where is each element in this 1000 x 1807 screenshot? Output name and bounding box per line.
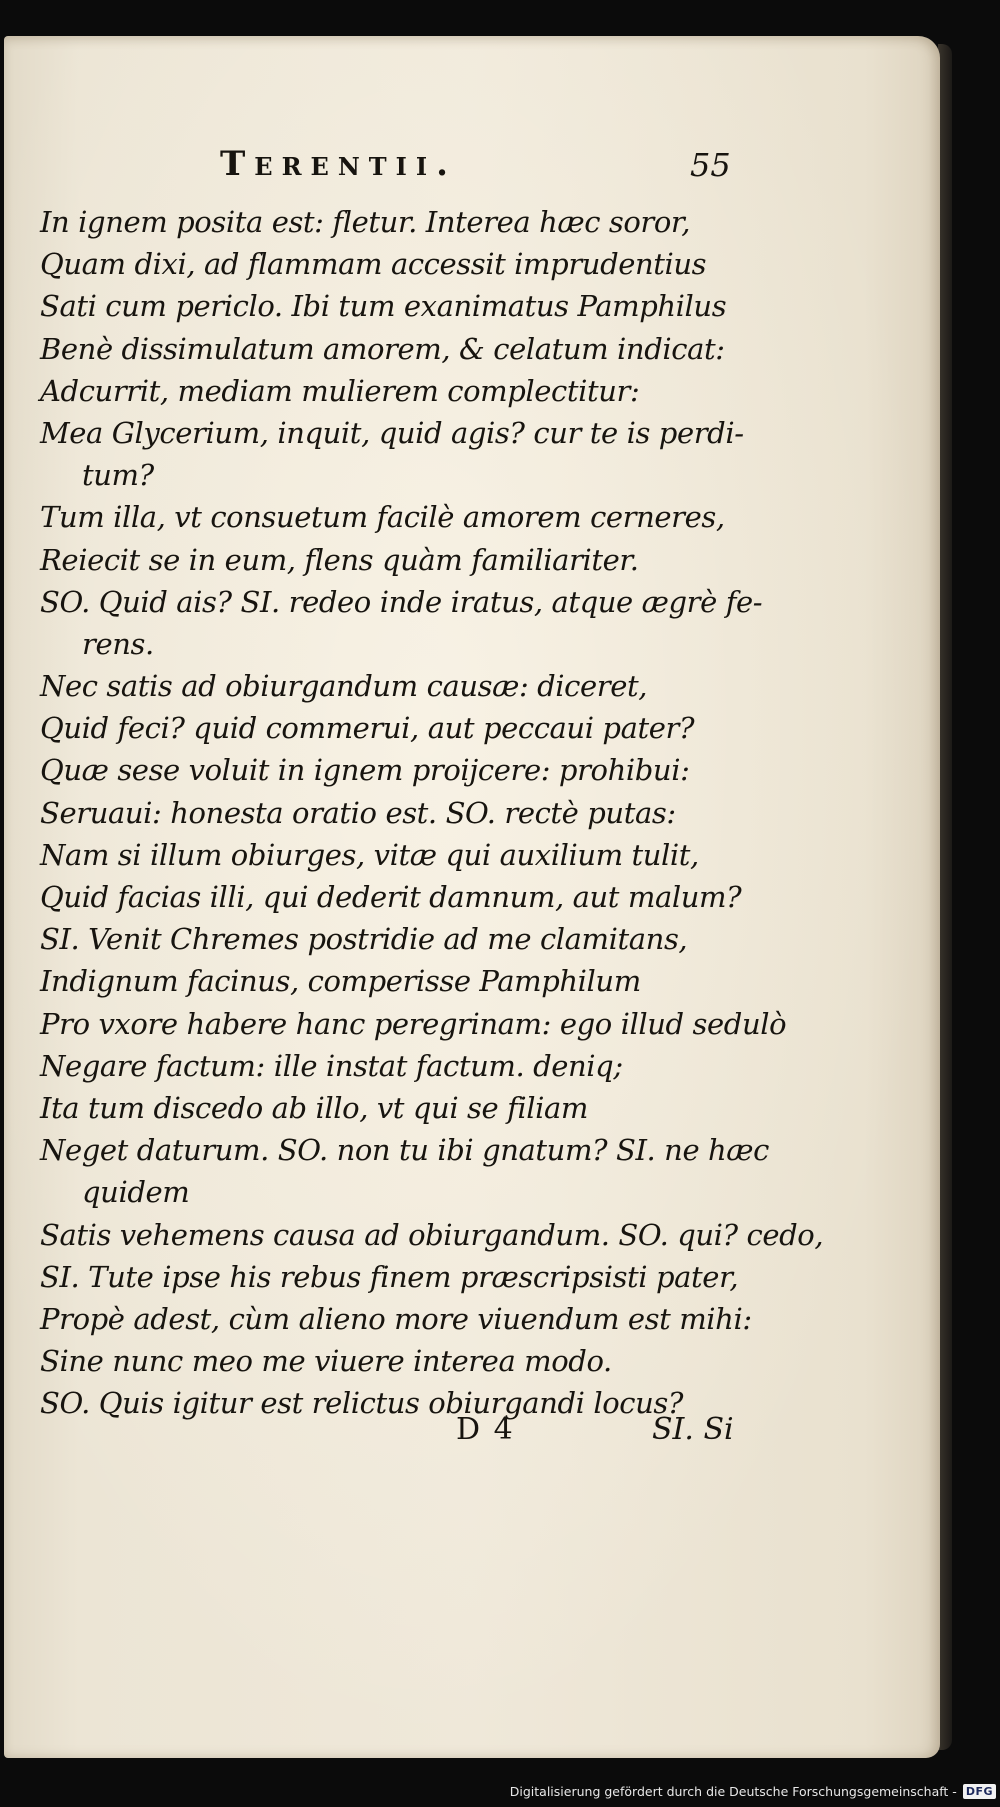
verse-line: In ignem posita est: fletur. Interea hæc soror, (40, 205, 691, 239)
verse-line-continuation: rens. (82, 626, 154, 661)
verse-line: Quæ sese voluit in ignem proijcere: prohibui: (40, 753, 690, 788)
verse-line-continuation: tum? (82, 458, 154, 493)
verse-line: Propè adest, cùm alieno more viuendum est mihi: (40, 1301, 752, 1336)
verse-line: SO. Quid ais? SI. redeo inde iratus, atque ægrè fe- (40, 584, 763, 619)
dfg-logo: DFG (963, 1784, 996, 1799)
signature-mark: D 4 (456, 1412, 515, 1447)
verse-line: Nam si illum obiurges, vitæ qui auxilium tulit, (40, 837, 699, 872)
page-number: 55 (690, 146, 731, 184)
verse-line: SI. Tute ipse his rebus finem præscripsisti pater, (40, 1259, 739, 1294)
verse-line: SO. Quis igitur est relictus obiurgandi locus? (40, 1386, 684, 1421)
verse-line: Reiecit se in eum, flens quàm familiariter. (40, 542, 639, 577)
catchword: SI. Si (652, 1412, 734, 1447)
verse-line: Mea Glycerium, inquit, quid agis? cur te is perdi- (40, 415, 744, 450)
verse-line: Satis vehemens causa ad obiurgandum. SO. qui? cedo, (40, 1217, 824, 1252)
verse-line: Sati cum periclo. Ibi tum exanimatus Pamphilus (40, 289, 727, 324)
verse-line: Adcurrit, mediam mulierem complectitur: (40, 373, 640, 408)
verse-line: Pro vxore habere hanc peregrinam: ego illud sedulò (40, 1006, 787, 1041)
digitization-credit (510, 1779, 996, 1803)
credit-text: Digitalisierung gefördert durch die Deutsche Forschungsgemeinschaft - (509, 1783, 957, 1799)
verse-text (40, 201, 824, 1424)
verse-line: Quid feci? quid commerui, aut peccaui pater? (40, 711, 695, 746)
verse-line: Nec satis ad obiurgandum causæ: diceret, (40, 669, 648, 704)
verse-line: Sine nunc meo me viuere interea modo. (40, 1344, 612, 1379)
verse-line: Seruaui: honesta oratio est. SO. rectè putas: (40, 795, 676, 830)
page-edge-shadow (938, 44, 952, 1750)
book-page (4, 36, 940, 1758)
verse-line: Neget daturum. SO. non tu ibi gnatum? SI. ne hæc (40, 1133, 770, 1168)
verse-line: Ita tum discedo ab illo, vt qui se filiam (40, 1090, 589, 1125)
verse-line: Benè dissimulatum amorem, & celatum indicat: (40, 331, 725, 366)
running-head: Terentii. (220, 144, 457, 184)
verse-line: SI. Venit Chremes postridie ad me clamitans, (40, 922, 688, 957)
verse-line-continuation: quidem (82, 1175, 190, 1210)
verse-line: Indignum facinus, comperisse Pamphilum (40, 964, 641, 999)
verse-line: Tum illa, vt consuetum facilè amorem cerneres, (40, 500, 725, 535)
verse-line: Quam dixi, ad flammam accessit imprudentius (40, 247, 707, 282)
verse-line: Negare factum: ille instat factum. deniq; (40, 1048, 623, 1083)
verse-line: Quid facias illi, qui dederit damnum, aut malum? (40, 880, 742, 914)
